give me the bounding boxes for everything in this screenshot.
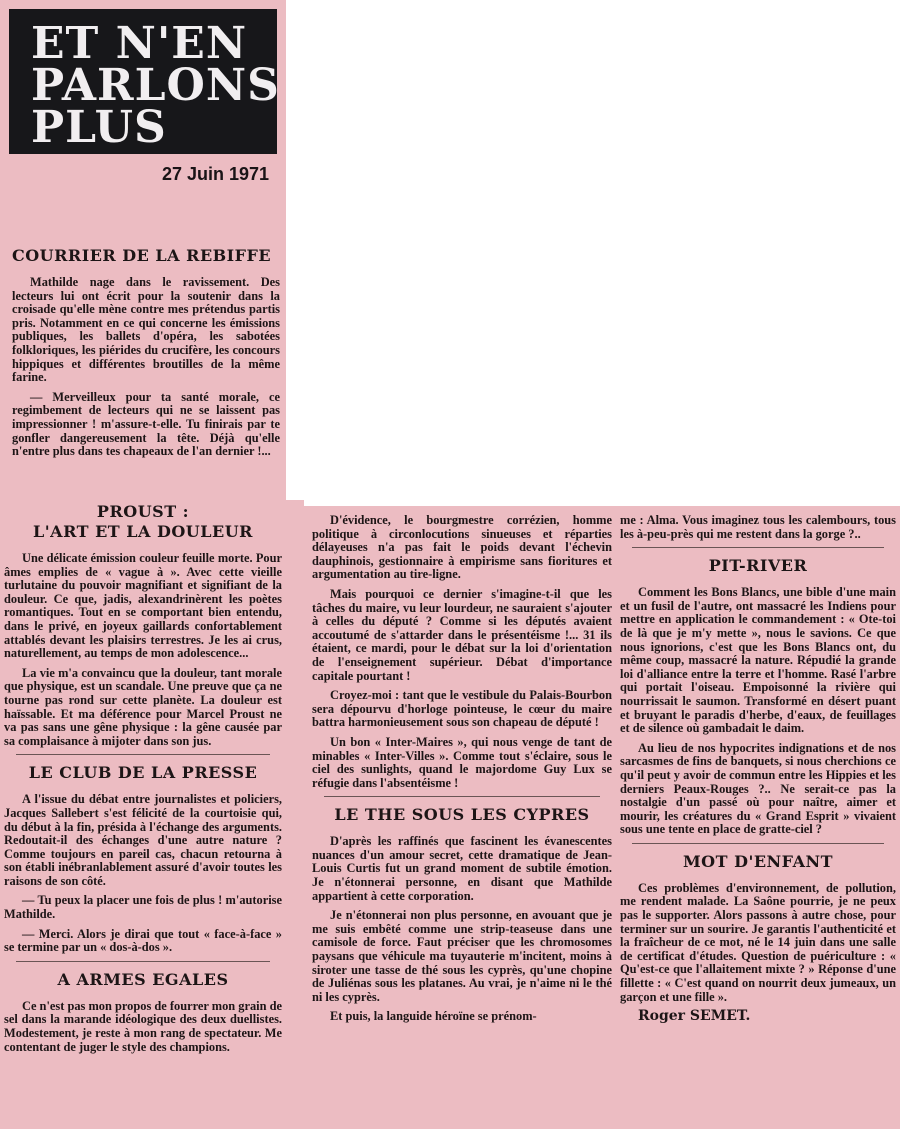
middle-paragraph: Mais pourquoi ce dernier s'imagine-t-il que les tâches du maire, vu leur lourdeur, ne sauraient s'ajouter à celles du député ? Comme si les députés avaient accoutumé de s'attarder dans le présentéisme !... 31 ils étaient, ce mardi, pour le débat sur la loi d'orientation de l'enseignement supérieur. Débat d'importance capitale pourtant ! [312, 586, 612, 683]
pitriver-paragraph: Comment les Bons Blancs, une bible d'une main et un fusil de l'autre, ont massacré les Indiens pour mettre en application le commandement : « Ote-toi de là que je m'y mette », nous le savions. Ce que nous ignorions, c'est que les Bons Blancs ont, du même coup, massacré la nature. Répudié la grande loi d'alliance entre la terre et l'homme. Rasé l'arbre qui portait l'oiseau. Empoisonné la rivière qui nourrissait le saumon. Transformé en désert puant et bruyant le paradis d'herbe, d'eaux, de feuillages et de silence où gambadait le daim. [620, 585, 896, 736]
middle-paragraph: D'évidence, le bourgmestre corrézien, homme politique à circonlocutions sinueuses et réparties délayeuses n'a pas fait le poids devant l'échevin dauphinois, gestionnaire à empirisme sans fioritures et argumentation au tire-ligne. [312, 513, 612, 582]
mot-heading: MOT D'ENFANT [682, 851, 834, 871]
masthead-line-2: PARLONS [31, 60, 280, 111]
author-signature: Roger SEMET. [638, 1008, 751, 1025]
pitriver-heading: PIT-RIVER [708, 556, 808, 576]
middle-column [312, 514, 612, 1030]
section-divider [16, 961, 270, 962]
proust-paragraph: La vie m'a convaincu que la douleur, tant morale que physique, est un scandale. Une preuve que ça ne tourne pas rond sur cette planète. La douleur est haïssable. Et ma déférence pour Marcel Proust ne va pas sans une gêne physique : la gêne causée par sa complaisance à mijoter dans son jus. [4, 665, 282, 748]
left-column [4, 502, 282, 1060]
the-paragraph: D'après les raffinés que fascinent les évanescentes nuances d'un amour secret, cette dramatique de Jean-Louis Curtis fut un grand moment de subtile émotion. Je n'étonnerai personne, en disant que Mathilde appartient à cette corporation. [312, 834, 612, 903]
masthead-line-1: ET N'EN [31, 18, 248, 69]
proust-paragraph: Une délicate émission couleur feuille morte. Pour âmes emplies de « vague à ». Avec cette vieille turlutaine du pouvoir magnifiant et signifiant de la douleur. Ce que, jadis, alexandrinèrent les poètes romantiques. Tout en se comportant bien entendu, dans le privé, en joyeux gaillards confortablement attablés devant les plaisirs terrestres. Je les ai crus, naturellement, au temps de mon adolescence... [4, 551, 282, 661]
proust-heading-line-1: PROUST : [96, 502, 190, 521]
mot-paragraph: Ces problèmes d'environnement, de pollution, me rendent malade. La Saône pourrie, je ne peux pas le supporter. Alors passons à autre chose, pour terminer sur un sourire. Je garantis l'authenticité et la fraîcheur de ce mot, né le 14 juin dans une salle de certificat d'études. Question de puériculture : « Qu'est-ce que l'allaitement mixte ? » Réponse d'une fillette : « C'est quand on nourrit deux jumeaux, un garçon et une fille ». [620, 880, 896, 1004]
masthead-line-3: PLUS [31, 102, 167, 153]
right-paragraph: me : Alma. Vous imaginez tous les calembours, tous les à-peu-près qui me restent dans la gorge ?.. [620, 513, 896, 541]
pitriver-paragraph: Au lieu de nos hypocrites indignations et de nos sarcasmes de fins de banquets, si nous cherchions ce qu'il peut y avoir de commun entre les Hippies et les derniers Peaux-Rouges ?.. Ne serait-ce pas la nostalgie d'un passé où pour naître, aimer et mourir, les créatures du « Grand Esprit » vivaient sous une tente en place de gratte-ciel ? [620, 740, 896, 837]
courrier-heading: COURRIER DE LA REBIFFE [12, 246, 272, 265]
right-column [620, 514, 896, 1030]
the-paragraph: Et puis, la languide héroïne se prénom- [330, 1009, 537, 1024]
section-divider [632, 547, 884, 548]
armes-paragraph: Ce n'est pas mon propos de fourrer mon grain de sel dans la marande idéologique des deux duellistes. Modestement, je reste à mon rang de spectateur. Me contentant de juger le style des champions. [4, 998, 282, 1054]
publication-date: 27 Juin 1971 [162, 164, 270, 184]
section-divider [632, 843, 884, 844]
club-paragraph: — Merci. Alors je dirai que tout « face-à-face » se termine par un « dos-à-dos ». [4, 926, 282, 955]
courrier-paragraph: Mathilde nage dans le ravissement. Des lecteurs lui ont écrit pour la soutenir dans la croisade qu'elle mène contre mes prétendus partis pris. Notamment en ce qui concerne les émissions publiques, les ballets d'opéra, les sabotées folkloriques, les piérides du crucifère, les concours hippiques et différentes broutilles de la même farine. [12, 275, 280, 385]
courrier-paragraph: — Merveilleux pour ta santé morale, ce regimbement de lecteurs qui ne se laissent pas impressionner ! m'assure-t-elle. Tu finirais par te gonfler dangereusement la tête. Déjà qu'elle n'entre plus dans tes chapeaux de l'an dernier !... [12, 389, 280, 459]
middle-paragraph: Un bon « Inter-Maires », qui nous venge de tant de minables « Inter-Villes ». Comme tout s'éclaire, sous le ciel des sunlights, quand le majordome Guy Lux se réfugie dans l'absentéisme ! [312, 734, 612, 790]
the-paragraph: Je n'étonnerai non plus personne, en avouant que je me suis embêté comme une strip-teaseuse dans une camisole de force. Faut préciser que les chromosomes paysans que véhicule ma tuyauterie m'incitent, moins à siroter une tasse de thé sous les cyprès, qu'une chopine de Juliénas sous les platanes. Au vrai, je n'aime ni le thé ni les cyprès. [312, 908, 612, 1004]
proust-heading-line-2: L'ART ET LA DOULEUR [33, 522, 253, 541]
clipping-top [0, 0, 286, 510]
middle-paragraph: Croyez-moi : tant que le vestibule du Palais-Bourbon sera dépourvu d'horloge pointeuse, le cœur du maire battra harmonieusement sous son chapeau de député ! [312, 688, 612, 730]
clipping-right-column [612, 506, 900, 1129]
the-heading: LE THE SOUS LES CYPRES [334, 805, 590, 825]
clipping-middle-column [298, 506, 620, 1129]
club-paragraph: — Tu peux la placer une fois de plus ! m'autorise Mathilde. [4, 893, 282, 922]
clipping-left-column [0, 500, 304, 1129]
section-divider [324, 796, 600, 797]
section-divider [16, 754, 270, 755]
masthead-title [9, 9, 280, 154]
armes-heading: A ARMES EGALES [57, 969, 229, 989]
club-heading: LE CLUB DE LA PRESSE [28, 763, 258, 783]
club-paragraph: A l'issue du débat entre journalistes et policiers, Jacques Sallebert s'est félicité de la courtoisie qui, du début à la fin, présida à l'échange des arguments. Redoutait-il des échanges d'une autre nature ? Comme toujours en pareil cas, chacun retourna à son établi inébranlablement assuré d'avoir toutes les raisons de son côté. [4, 792, 282, 888]
courrier-section [12, 246, 280, 465]
